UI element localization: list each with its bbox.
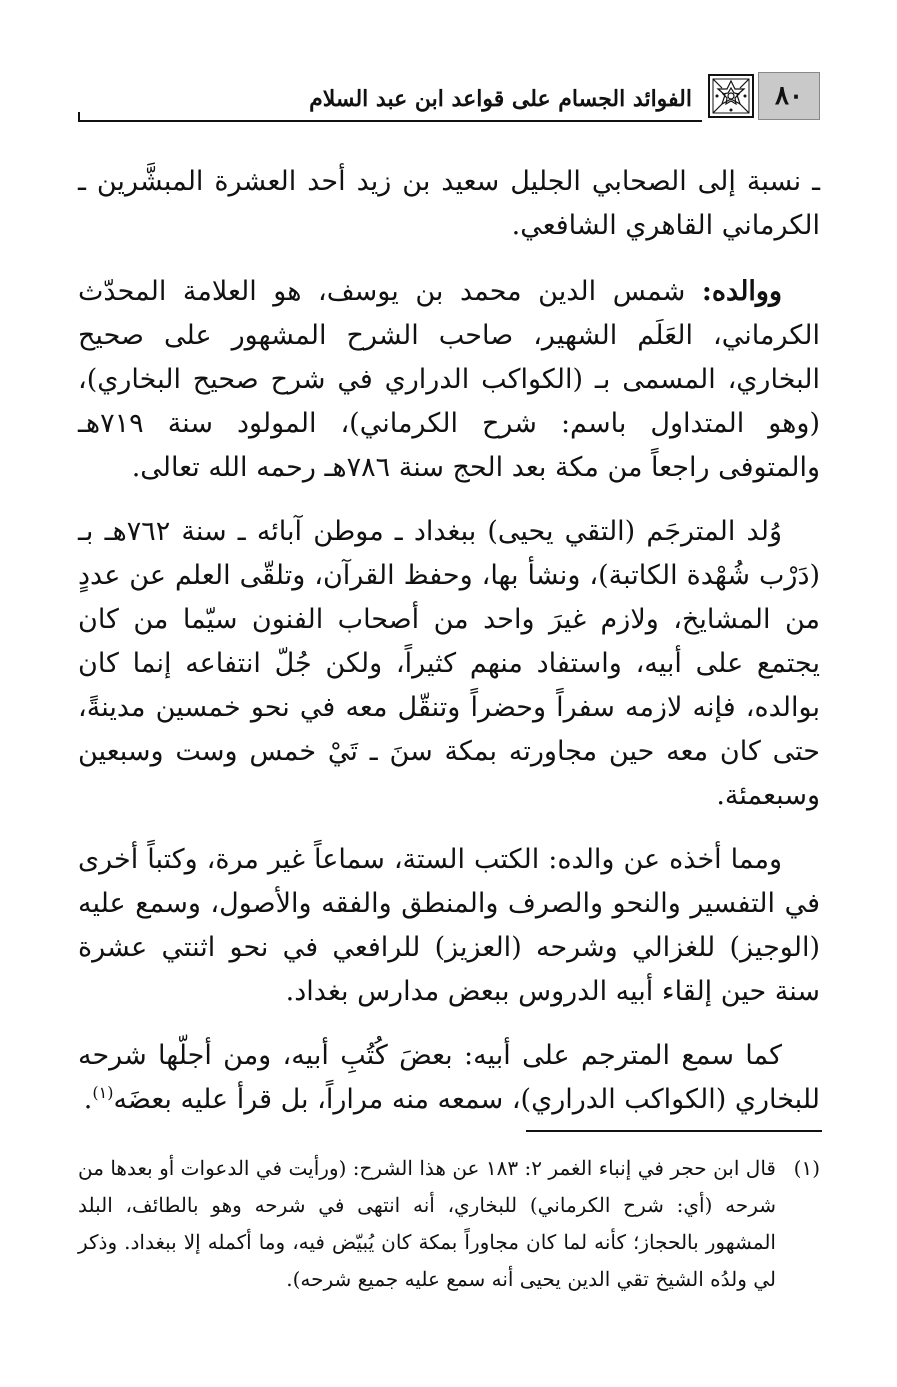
footnote-separator bbox=[526, 1130, 822, 1132]
running-title: الفوائد الجسام على قواعد ابن عبد السلام bbox=[309, 86, 692, 112]
paragraph-text: شمس الدين محمد بن يوسف، هو العلامة المحدّث الكرماني، العَلَم الشهير، صاحب الشرح المشهور على صحيح البخاري، المسمى بـ (الكواكب الدراري في شرح صحيح البخاري)، (وهو المتداول باسم: شرح الكرماني)، المولود سنة ٧١٩هـ والمتوفى راجعاً من مكة بعد الحج سنة ٧٨٦هـ رحمه الله تعالى. bbox=[78, 276, 820, 483]
paragraph-text: كما سمع المترجم على أبيه: بعضَ كُتُبِ أبيه، ومن أجلّها شرحه للبخاري (الكواكب الدراري)، سمعه منه مراراً، بل قرأ عليه بعضَه bbox=[78, 1040, 820, 1115]
paragraph bbox=[78, 160, 820, 248]
paragraph bbox=[78, 838, 820, 1014]
footnote bbox=[78, 1150, 820, 1298]
footnote-text: قال ابن حجر في إنباء الغمر ٢: ١٨٣ عن هذا الشرح: (ورأيت في الدعوات أو بعدها من شرحه (أي: شرح الكرماني) للبخاري، أنه انتهى في شرحه وهو بالطائف، البلد المشهور بالحجاز؛ كأنه لما كان مجاوراً بمكة كان يُبيّض فيه، وما أكمله إلا ببغداد. وذكر لي ولدُه الشيخ تقي الدين يحيى أنه سمع عليه جميع شرحه). bbox=[78, 1156, 776, 1291]
paragraph-text: ـ نسبة إلى الصحابي الجليل سعيد بن زيد أحد العشرة المبشَّرين ـ الكرماني القاهري الشافعي. bbox=[78, 166, 820, 241]
paragraph-text: ومما أخذه عن والده: الكتب الستة، سماعاً غير مرة، وكتباً أخرى في التفسير والنحو والصرف والمنطق والفقه والأصول، وسمع عليه (الوجيز) للغزالي وشرحه (العزيز) للرافعي في نحو اثنتي عشرة سنة حين إلقاء أبيه الدروس ببعض مدارس بغداد. bbox=[78, 844, 820, 1007]
paragraph bbox=[78, 510, 820, 818]
paragraph-text: وُلد المترجَم (التقي يحيى) ببغداد ـ موطن آبائه ـ سنة ٧٦٢هـ بـ (دَرْب شُهْدة الكاتبة)، ونشأ بها، وحفظ القرآن، وتلقّى العلم عن عددٍ من المشايخ، ولازم غيرَ واحد من أصحاب الفنون سيّما من كان يجتمع على أبيه، واستفاد منهم كثيراً، ولكن جُلّ انتفاعه إنما كان بوالده، فإنه لازمه سفراً وحضراً وتنقّل معه في نحو خمسين مدينةً، حتى كان معه حين مجاورته بمكة سنَ ـ تَيْ خمس وست وسبعين وسبعمئة. bbox=[78, 516, 820, 811]
header-rule bbox=[78, 120, 702, 122]
paragraph bbox=[78, 270, 820, 490]
running-header bbox=[78, 72, 820, 124]
paragraph-end: . bbox=[83, 1084, 93, 1115]
paragraph bbox=[78, 1034, 820, 1122]
main-text bbox=[78, 160, 820, 1142]
page-number: ٨٠ bbox=[758, 72, 820, 120]
footnote-reference[interactable]: (١) bbox=[92, 1083, 114, 1102]
footnote-marker: (١) bbox=[793, 1156, 820, 1180]
ornament-icon bbox=[708, 74, 754, 118]
header-rule-end bbox=[78, 112, 80, 122]
paragraph-lead: ووالده: bbox=[701, 276, 782, 307]
